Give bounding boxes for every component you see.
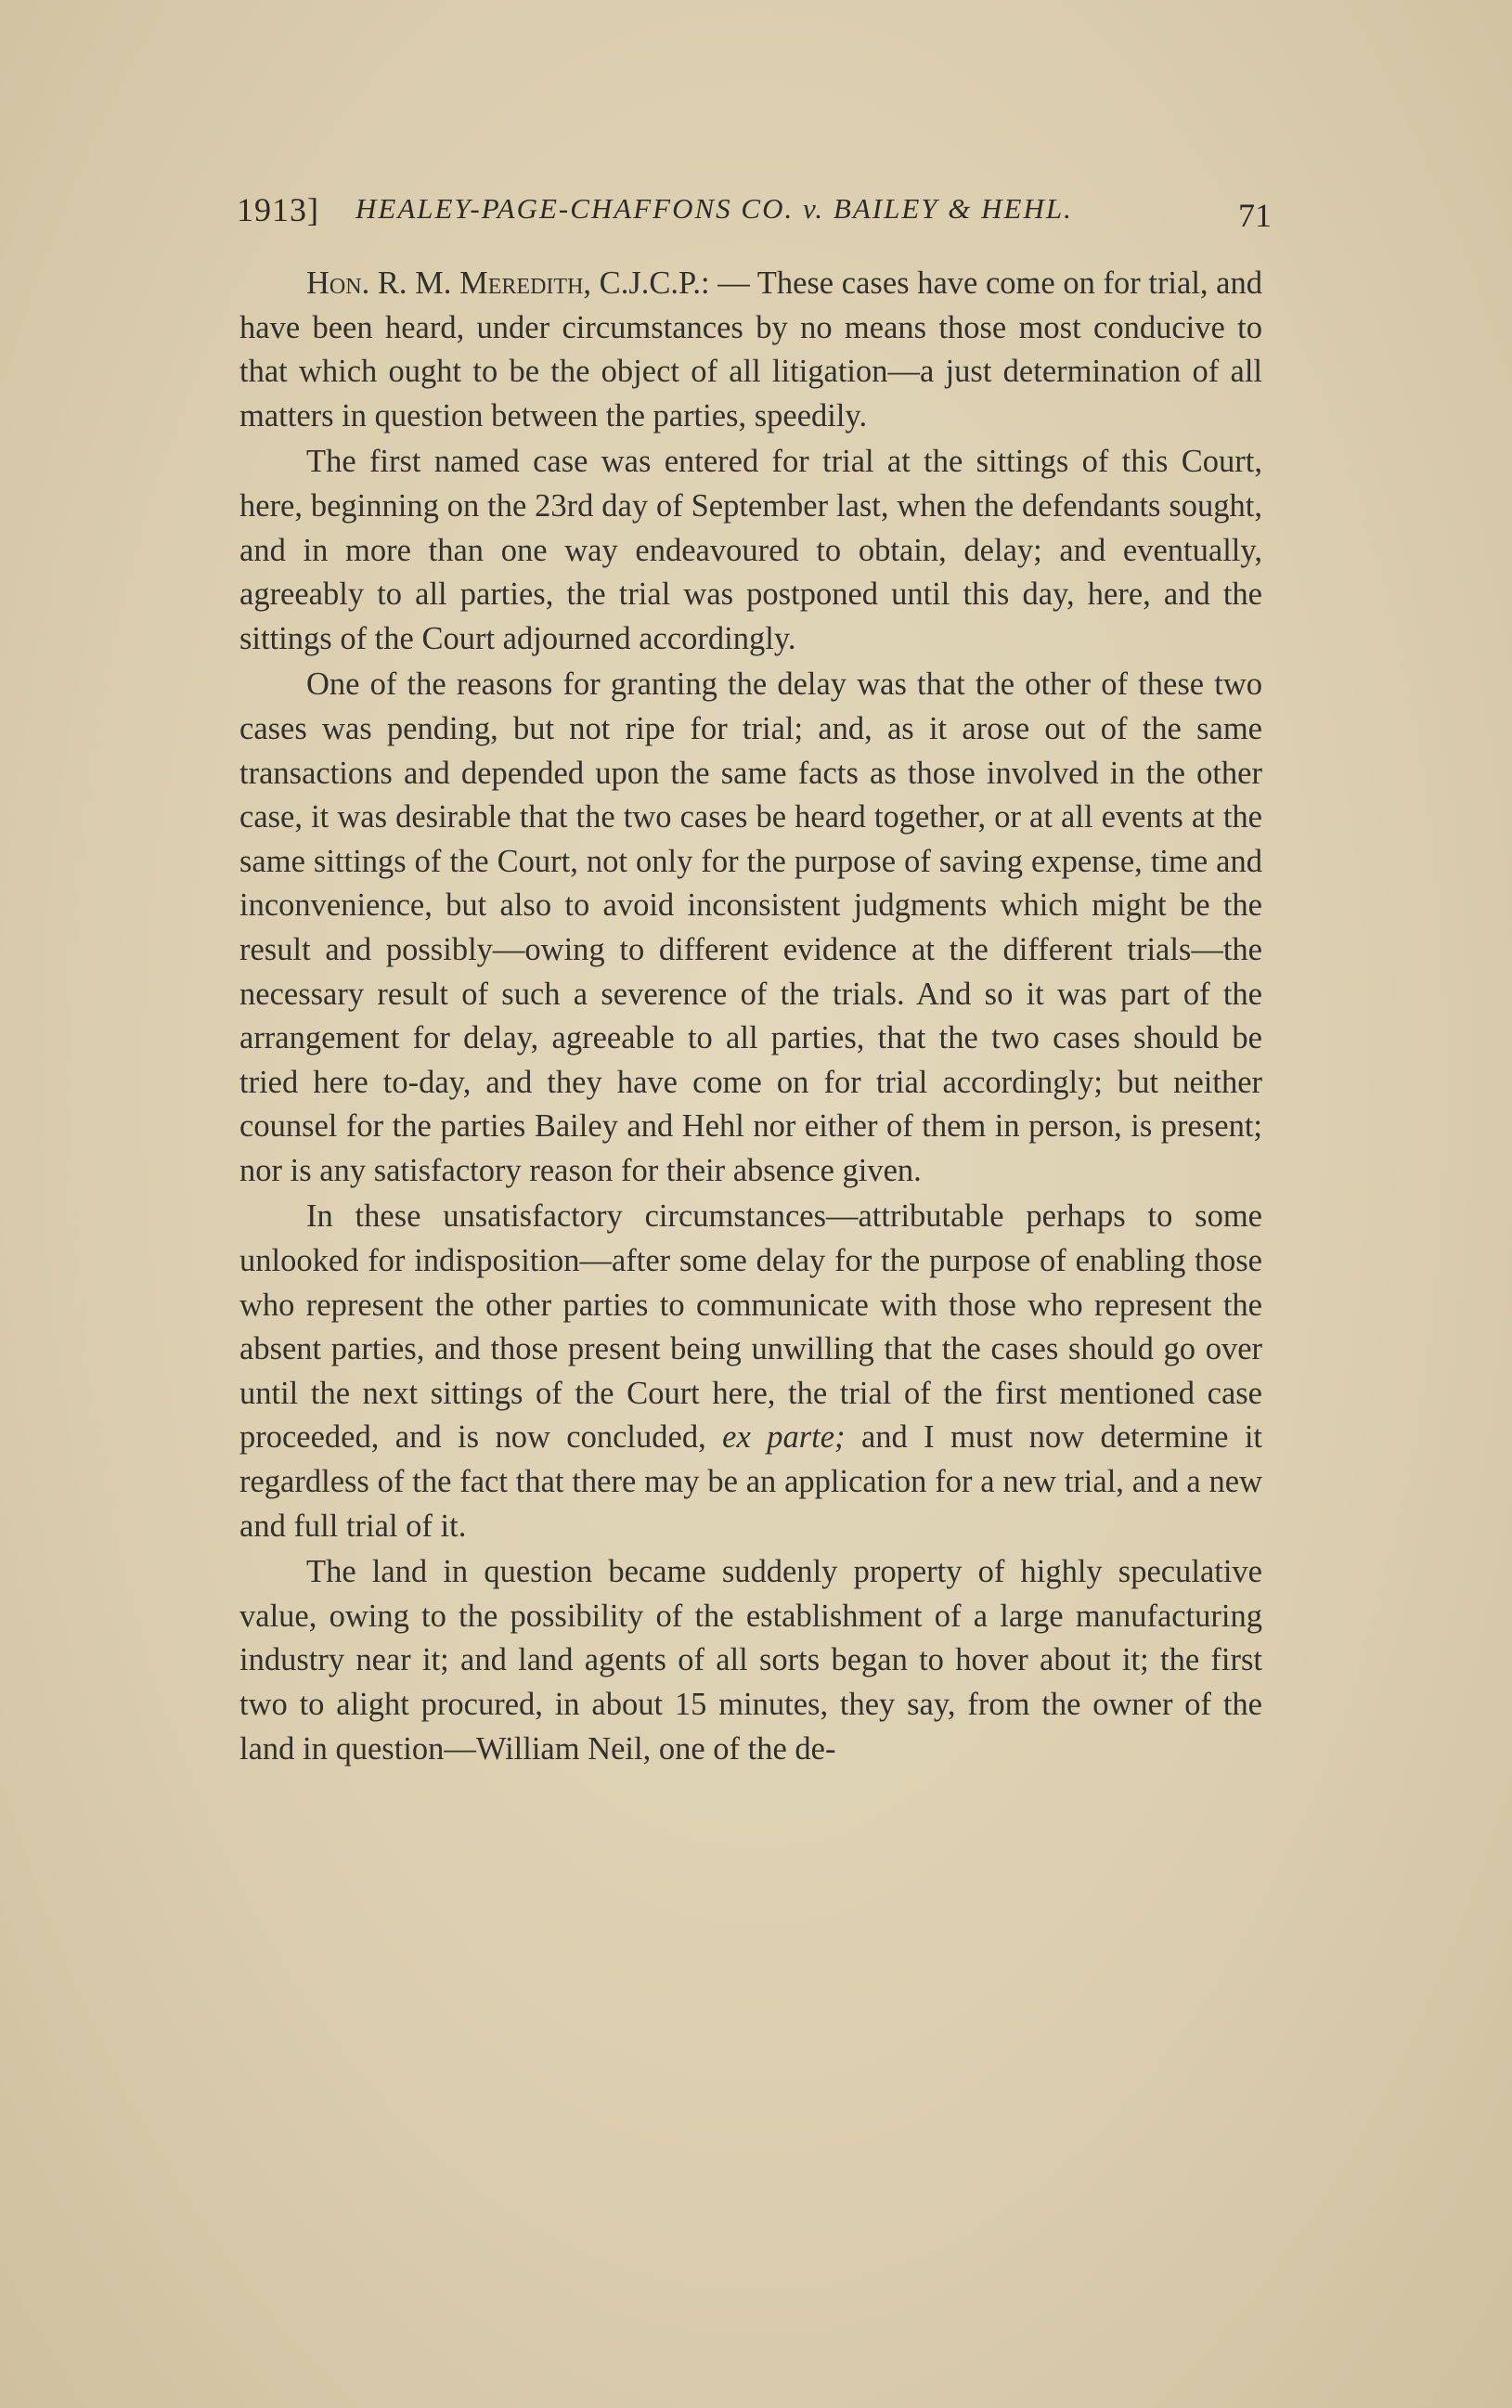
paragraph-4 (239, 1195, 1262, 1548)
paragraph-4-text-b: and I must now determine it regardless of the fact that there may be an application for a new trial, and a new and full trial of it. (239, 1419, 1262, 1544)
paragraph-5: The land in question became suddenly property of highly speculative value, owing to the possibility of the establishment of a large manufacturing industry near it; and land agents of all sorts began to hover about it; the first two to alight procured, in about 15 minutes, they say, from the owner of the land in question—William Neil, one of the de- (239, 1554, 1262, 1767)
paragraph-1-text: C.J.C.P.: — These cases have come on for trial, and have been heard, under circumstances by no means those most conducive to that which ought to be the object of all litigation—a just determination of all matters in question between the parties, speedily. (239, 265, 1262, 434)
header-case-title: HEALEY-PAGE-CHAFFONS CO. v. BAILEY & HEHL. (355, 192, 1073, 225)
paragraph-3: One of the reasons for granting the delay was that the other of these two cases was pending, but not ripe for trial; and, as it arose out of the same transactions and depended upon the same facts as those involved in the other case, it was desirable that the two cases be heard together, or at all events at the same sittings of the Court, not only for the purpose of saving expense, time and inconvenience, but also to avoid inconsistent judgments which might be the result and possibly—owing to different evidence at the different trials—the necessary result of such a severence of the trials. And so it was part of the arrangement for delay, agreeable to all parties, that the two cases should be tried here to-day, and they have come on for trial accordingly; but neither counsel for the parties Bailey and Hehl nor either of them in person, is present; nor is any satisfactory reason for their absence given. (239, 667, 1262, 1188)
page-number: 71 (1238, 197, 1272, 234)
paragraph-4-text-a: In these unsatisfactory circumstances—attributable perhaps to some unlooked for indisposition—after some delay for the purpose of enabling those who represent the other parties to communicate with those who represent the absent parties, and those present being unwilling that the cases should go over until the next sittings of the Court here, the trial of the first mentioned case proceeded, and is now concluded, (239, 1198, 1262, 1456)
paragraph-1 (239, 262, 1262, 438)
body-text (239, 262, 1262, 1773)
running-header (237, 190, 1272, 246)
judge-name: Hon. R. M. Meredith, (306, 265, 592, 301)
latin-phrase: ex parte; (722, 1419, 846, 1456)
header-year: 1913] (237, 191, 319, 228)
paragraph-2: The first named case was entered for trial at the sittings of this Court, here, beginning on the 23rd day of September last, when the defendants sought, and in more than one way endeavoured to obtain, delay; and eventually, agreeably to all parties, the trial was postponed until this day, here, and the sittings of the Court adjourned accordingly. (239, 444, 1262, 656)
